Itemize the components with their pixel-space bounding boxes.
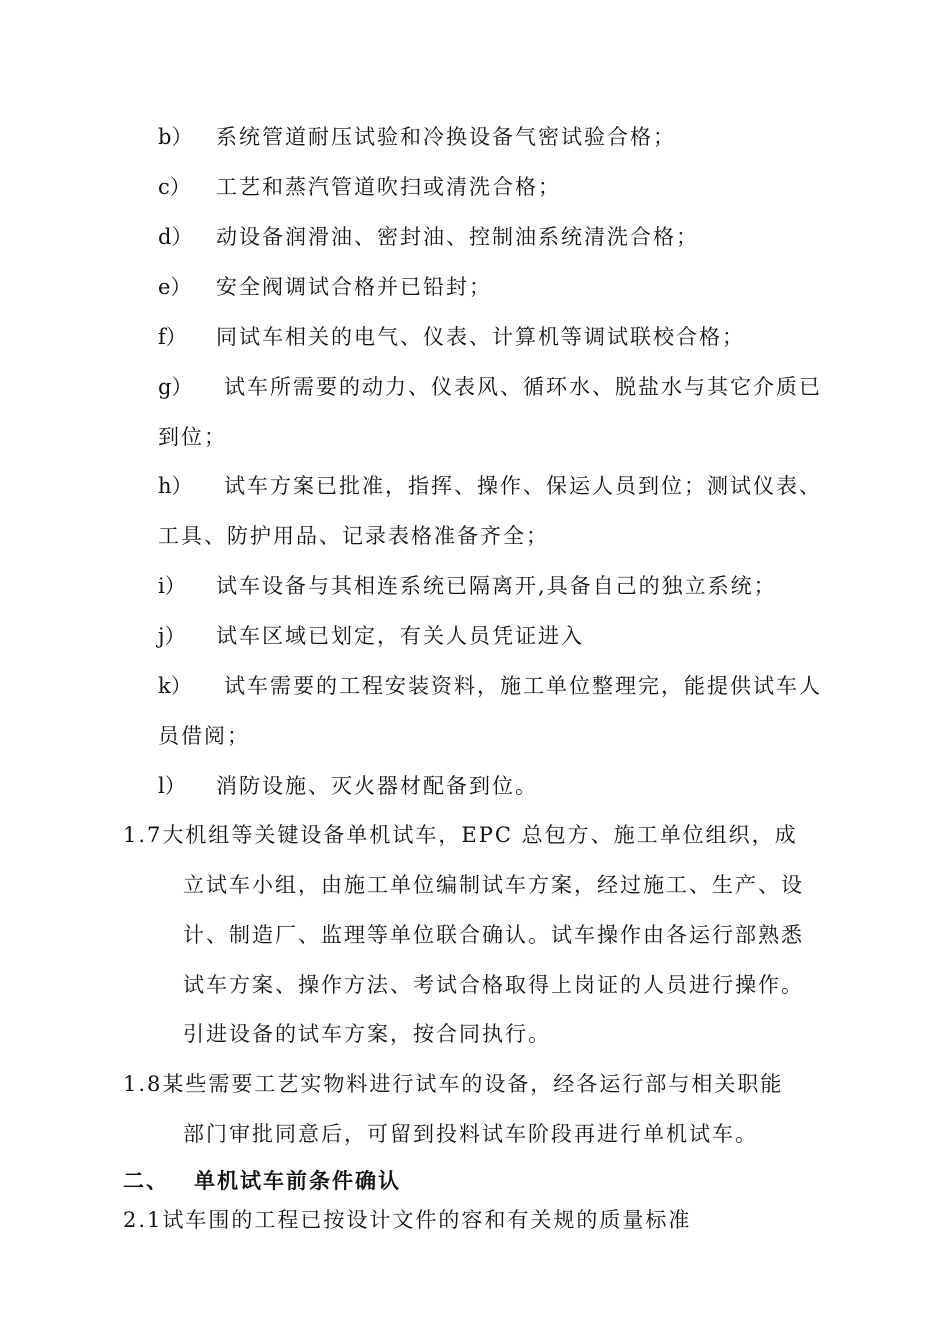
section-number: 二、 xyxy=(123,1169,169,1193)
item-text: 工艺和蒸汽管道吹扫或清洗合格； xyxy=(216,175,561,199)
section-1-8-line-2: 部门审批同意后，可留到投料试车阶段再进行单机试车。 xyxy=(183,1122,758,1146)
section-title: 单机试车前条件确认 xyxy=(194,1169,401,1193)
item-text: 工具、防护用品、记录表格准备齐全； xyxy=(158,524,549,548)
item-label: e） xyxy=(158,275,192,299)
checklist-item-k xyxy=(158,672,822,700)
item-label: k） xyxy=(158,674,192,698)
item-text: 试车设备与其相连系统已隔离开,具备自己的独立系统； xyxy=(216,574,777,598)
checklist-item-f xyxy=(158,323,745,351)
section-1-7-line-1: 1.7大机组等关键设备单机试车，EPC 总包方、施工单位组织，成 xyxy=(123,823,798,847)
checklist-item-g-continuation xyxy=(158,423,227,451)
checklist-item-h-continuation xyxy=(158,522,549,550)
item-text: 系统管道耐压试验和冷换设备气密试验合格； xyxy=(216,125,676,149)
checklist-item-k-continuation xyxy=(158,722,250,750)
checklist-item-g xyxy=(158,373,822,401)
item-text: 安全阀调试合格并已铅封； xyxy=(216,275,492,299)
item-label: f） xyxy=(158,325,187,349)
section-1-7-line-5: 引进设备的试车方案，按合同执行。 xyxy=(183,1022,551,1046)
checklist-item-e xyxy=(158,273,492,301)
checklist-item-d xyxy=(158,223,699,251)
checklist-item-l xyxy=(158,772,538,800)
item-label: c） xyxy=(158,175,191,199)
section-1-7-line-4: 试车方案、操作方法、考试合格取得上岗证的人员进行操作。 xyxy=(183,973,804,997)
item-label: j） xyxy=(158,624,186,648)
section-1-7-line-3: 计、制造厂、监理等单位联合确认。试车操作由各运行部熟悉 xyxy=(183,923,804,947)
item-text: 试车区域已划定，有关人员凭证进入 xyxy=(216,624,584,648)
item-text: 动设备润滑油、密封油、控制油系统清洗合格； xyxy=(216,225,699,249)
item-label: h） xyxy=(158,474,193,498)
checklist-item-b xyxy=(158,123,676,151)
checklist-item-c xyxy=(158,173,561,201)
item-label: l） xyxy=(158,774,186,798)
item-label: b） xyxy=(158,125,193,149)
section-1-8-line-1: 1.8某些需要工艺实物料进行试车的设备，经各运行部与相关职能 xyxy=(123,1072,784,1096)
item-text: 同试车相关的电气、仪表、计算机等调试联校合格； xyxy=(216,325,745,349)
item-label: g） xyxy=(158,375,193,399)
item-text: 员借阅； xyxy=(158,724,250,748)
item-label: d） xyxy=(158,225,193,249)
section-heading xyxy=(123,1167,401,1195)
checklist-item-j xyxy=(158,622,584,650)
checklist-item-h xyxy=(158,472,822,500)
item-label: i） xyxy=(158,574,186,598)
section-1-7-line-2: 立试车小组，由施工单位编制试车方案，经过施工、生产、设 xyxy=(183,873,804,897)
checklist-item-i xyxy=(158,572,777,600)
item-text: 试车方案已批准，指挥、操作、保运人员到位；测试仪表、 xyxy=(224,474,822,498)
item-text: 试车需要的工程安装资料，施工单位整理完，能提供试车人 xyxy=(224,674,822,698)
item-text: 试车所需要的动力、仪表风、循环水、脱盐水与其它介质已 xyxy=(224,375,822,399)
item-text: 到位； xyxy=(158,425,227,449)
item-text: 消防设施、灭火器材配备到位。 xyxy=(216,774,538,798)
section-2-1-line-1: 2.1试车围的工程已按设计文件的容和有关规的质量标准 xyxy=(123,1208,692,1232)
